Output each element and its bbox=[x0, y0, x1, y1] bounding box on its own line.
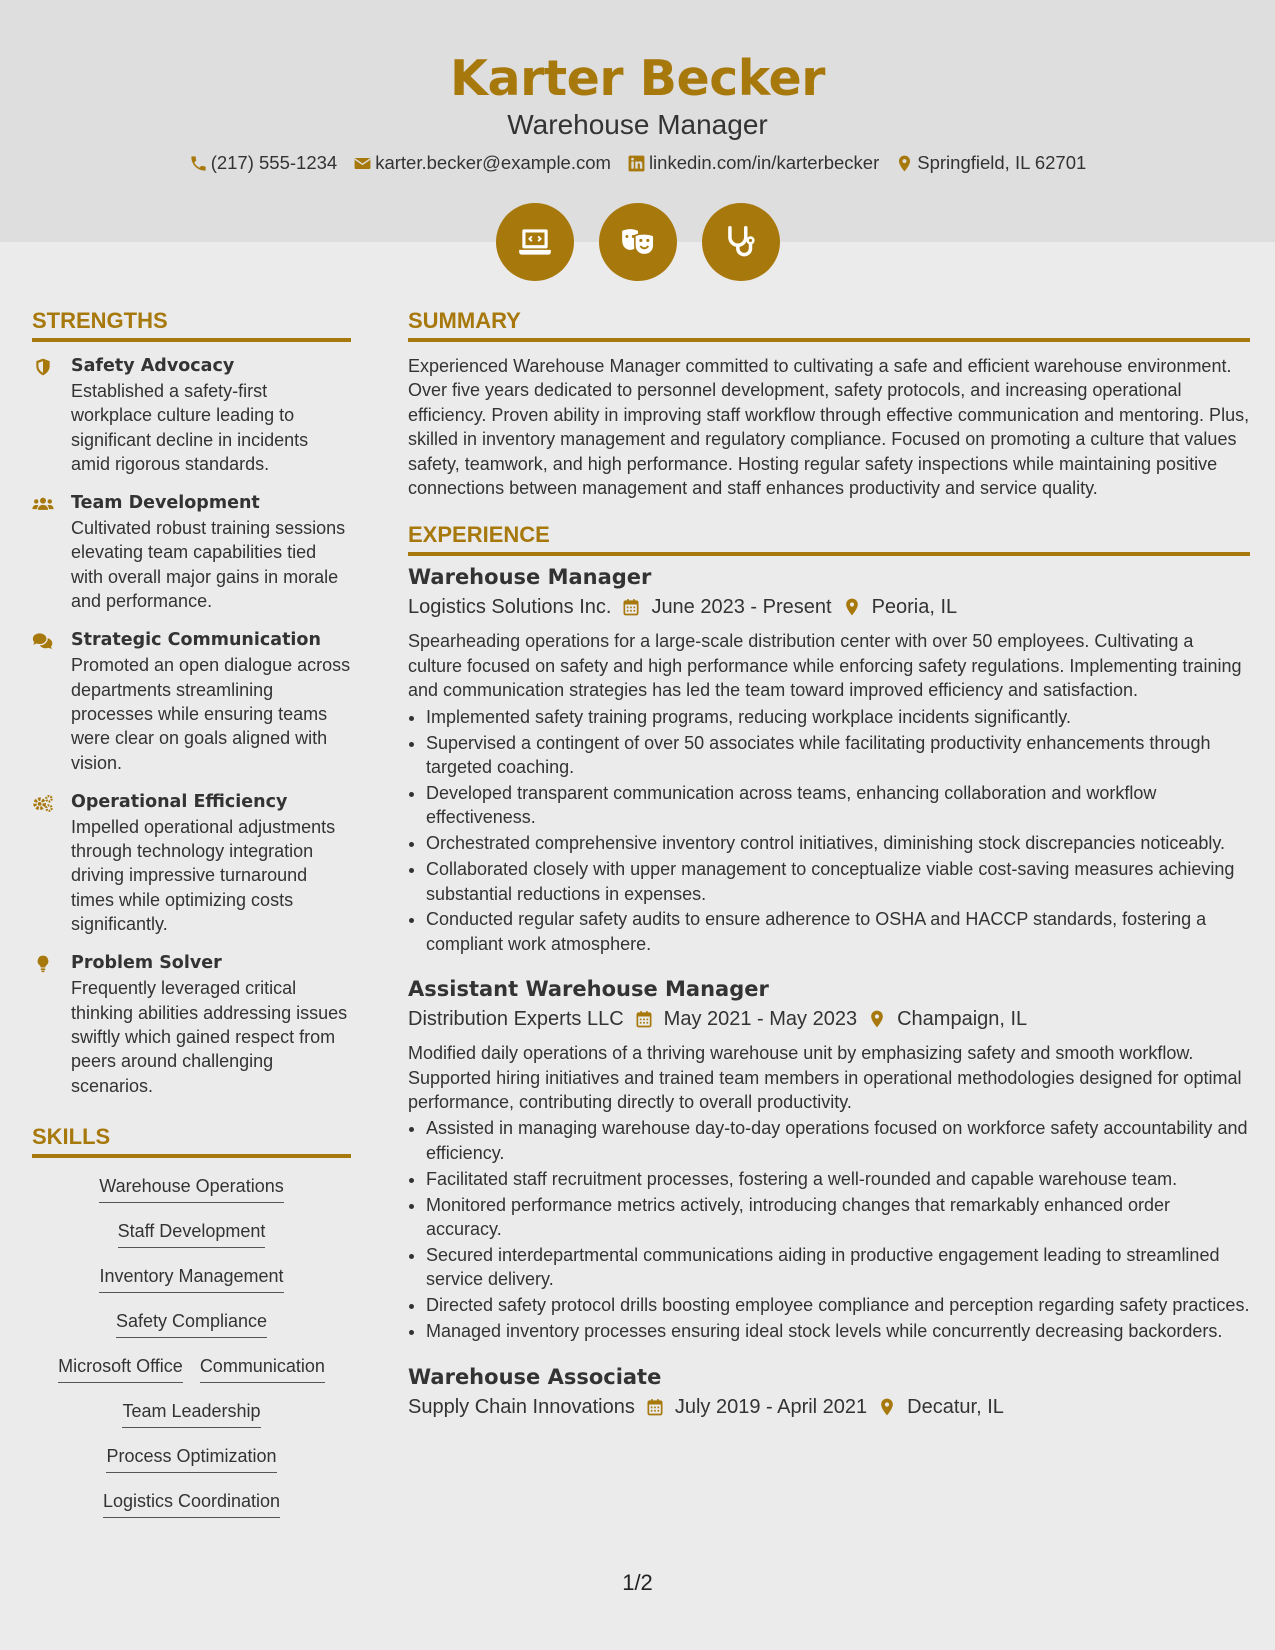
job-bullets bbox=[408, 1116, 1250, 1343]
skill-tag: Team Leadership bbox=[122, 1401, 260, 1428]
calendar-icon bbox=[645, 1397, 665, 1417]
skill-tag: Staff Development bbox=[118, 1221, 266, 1248]
contact-linkedin[interactable] bbox=[627, 152, 879, 174]
job-meta bbox=[408, 1392, 1250, 1422]
list-item: • Secured interdepartmental communications aiding in productive engagement leading to streamlined service delivery. bbox=[426, 1243, 1250, 1292]
candidate-title: Warehouse Manager bbox=[507, 109, 768, 140]
experience-heading: EXPERIENCE bbox=[408, 522, 1250, 556]
job-description: Modified daily operations of a thriving warehouse unit by emphasizing safety and smooth workflow. Supported hiring initiatives and trained team members in operational methodologies designed for optimal performance, contributing directly to overall productivity. bbox=[408, 1043, 1242, 1113]
job-company: Supply Chain Innovations bbox=[408, 1395, 635, 1418]
job-dates: June 2023 - Present bbox=[651, 596, 832, 619]
skill-tag: Warehouse Operations bbox=[99, 1176, 283, 1203]
lightbulb-icon bbox=[32, 954, 54, 974]
calendar-icon bbox=[634, 1009, 654, 1029]
stethoscope-icon bbox=[722, 223, 760, 261]
list-item: • Directed safety protocol drills boosting employee compliance and perception regarding safety practices. bbox=[426, 1293, 1250, 1317]
list-item: • Collaborated closely with upper management to conceptualize viable cost-saving measures achieving substantial reductions in expenses. bbox=[426, 857, 1250, 906]
skill-tag: Communication bbox=[200, 1356, 325, 1383]
linkedin-icon bbox=[627, 154, 646, 173]
linkedin-text: linkedin.com/in/karterbecker bbox=[648, 152, 880, 173]
map-marker-icon bbox=[842, 597, 862, 617]
list-item: • Supervised a contingent of over 50 associates while facilitating productivity enhancements through targeted coaching. bbox=[426, 731, 1250, 780]
skill-tag: Process Optimization bbox=[106, 1446, 276, 1473]
job-meta bbox=[408, 1004, 1250, 1034]
calendar-icon bbox=[621, 597, 641, 617]
interest-circle-stethoscope bbox=[702, 203, 780, 281]
envelope-icon bbox=[353, 154, 372, 173]
skills-heading: SKILLS bbox=[32, 1124, 351, 1158]
skills-list bbox=[32, 1174, 351, 1536]
strength-item bbox=[32, 491, 351, 613]
list-item: • Monitored performance metrics actively, introducing changes that remarkably enhanced order accuracy. bbox=[426, 1193, 1250, 1242]
job-location: Peoria, IL bbox=[871, 596, 958, 619]
comments-icon bbox=[32, 631, 54, 651]
resume-header bbox=[0, 0, 1275, 242]
skill-tag: Safety Compliance bbox=[116, 1311, 267, 1338]
list-item: • Assisted in managing warehouse day-to-day operations focused on workforce safety accountability and efficiency. bbox=[426, 1116, 1250, 1165]
skill-tag: Microsoft Office bbox=[58, 1356, 183, 1383]
summary-text: Experienced Warehouse Manager committed to cultivating a safe and efficient warehouse environment. Over five years dedicated to personnel development, safety protocols, and increasing operational efficiency. Proven ability in improving staff workflow through effective communication and mentoring. Plus, skilled in inventory management and regulatory compliance. Focused on promoting a culture that values safety, teamwork, and high performance. Hosting regular safety inspections while maintaining positive connections between management and staff enhances productivity and service quality. bbox=[408, 356, 1250, 499]
skill-tag: Inventory Management bbox=[99, 1266, 283, 1293]
strength-title: Team Development bbox=[71, 493, 260, 514]
left-column bbox=[32, 308, 351, 1536]
strength-item bbox=[32, 354, 351, 476]
theater-masks-icon bbox=[619, 223, 657, 261]
job-entry bbox=[408, 562, 1250, 956]
phone-icon bbox=[189, 154, 208, 173]
contact-phone[interactable] bbox=[189, 152, 338, 174]
job-title: Warehouse Manager bbox=[408, 565, 652, 590]
strength-item bbox=[32, 951, 351, 1097]
cogs-icon bbox=[32, 793, 54, 813]
job-dates: July 2019 - April 2021 bbox=[674, 1395, 868, 1418]
map-marker-icon bbox=[895, 154, 914, 173]
strength-title: Safety Advocacy bbox=[71, 356, 235, 376]
email-text: karter.becker@example.com bbox=[375, 152, 611, 173]
strength-item bbox=[32, 628, 351, 774]
laptop-code-icon bbox=[516, 223, 554, 261]
list-item: • Managed inventory processes ensuring ideal stock levels while concurrently decreasing backorders. bbox=[426, 1319, 1250, 1343]
strengths-heading: STRENGTHS bbox=[32, 308, 351, 342]
map-marker-icon bbox=[867, 1009, 887, 1029]
list-item: • Developed transparent communication across teams, enhancing collaboration and workflow effectiveness. bbox=[426, 781, 1250, 830]
shield-icon bbox=[32, 357, 54, 377]
users-icon bbox=[32, 494, 54, 514]
list-item: • Orchestrated comprehensive inventory control initiatives, diminishing stock discrepancies noticeably. bbox=[426, 831, 1250, 855]
job-dates: May 2021 - May 2023 bbox=[663, 1008, 858, 1031]
list-item: • Implemented safety training programs, reducing workplace incidents significantly. bbox=[426, 705, 1250, 729]
list-item: • Facilitated staff recruitment processes, fostering a well-rounded and capable warehouse team. bbox=[426, 1167, 1250, 1191]
phone-text: (217) 555-1234 bbox=[210, 152, 338, 173]
interest-icons bbox=[0, 203, 1275, 281]
strength-desc: Established a safety-first workplace culture leading to significant decline in incidents amid rigorous standards. bbox=[71, 381, 309, 474]
right-column bbox=[408, 308, 1250, 1440]
interest-circle-laptop bbox=[496, 203, 574, 281]
contact-location bbox=[895, 152, 1086, 174]
strength-desc: Promoted an open dialogue across departments streamlining processes while ensuring teams were clear on goals aligned with vision. bbox=[71, 655, 351, 773]
skill-tag: Logistics Coordination bbox=[103, 1491, 280, 1518]
location-text: Springfield, IL 62701 bbox=[917, 152, 1087, 173]
summary-heading: SUMMARY bbox=[408, 308, 1250, 342]
page-number: 1/2 bbox=[622, 1570, 653, 1595]
strength-title: Problem Solver bbox=[71, 953, 222, 974]
strength-title: Strategic Communication bbox=[71, 630, 321, 651]
strength-item bbox=[32, 790, 351, 936]
strength-desc: Cultivated robust training sessions elevating team capabilities tied with overall major gains in morale and performance. bbox=[71, 518, 346, 612]
job-company: Logistics Solutions Inc. bbox=[408, 596, 612, 619]
list-item: • Conducted regular safety audits to ensure adherence to OSHA and HACCP standards, fostering a compliant work atmosphere. bbox=[426, 907, 1250, 956]
job-title: Warehouse Associate bbox=[408, 1364, 662, 1389]
job-location: Champaign, IL bbox=[897, 1008, 1028, 1031]
contact-bar bbox=[0, 152, 1275, 174]
strength-title: Operational Efficiency bbox=[71, 791, 288, 812]
job-entry bbox=[408, 1362, 1250, 1422]
map-marker-icon bbox=[877, 1397, 897, 1417]
job-description: Spearheading operations for a large-scale distribution center with over 50 employees. Cultivating a culture focused on safety and high performance while enforcing safety regulations. Implementing training and communication strategies has led the team toward improved efficiency and satisfaction. bbox=[408, 631, 1242, 701]
job-company: Distribution Experts LLC bbox=[408, 1008, 624, 1031]
job-meta bbox=[408, 592, 1250, 622]
strength-desc: Frequently leveraged critical thinking abilities addressing issues swiftly which gained respect from peers around challenging scenarios. bbox=[71, 978, 348, 1096]
job-title: Assistant Warehouse Manager bbox=[408, 977, 769, 1002]
job-bullets bbox=[408, 705, 1250, 957]
contact-email[interactable] bbox=[353, 152, 611, 174]
candidate-name: Karter Becker bbox=[450, 50, 825, 107]
job-location: Decatur, IL bbox=[907, 1395, 1004, 1418]
interest-circle-theater bbox=[599, 203, 677, 281]
job-entry bbox=[408, 974, 1250, 1343]
strength-desc: Impelled operational adjustments through technology integration driving impressive turnaround times while optimizing costs significantly. bbox=[71, 816, 336, 935]
